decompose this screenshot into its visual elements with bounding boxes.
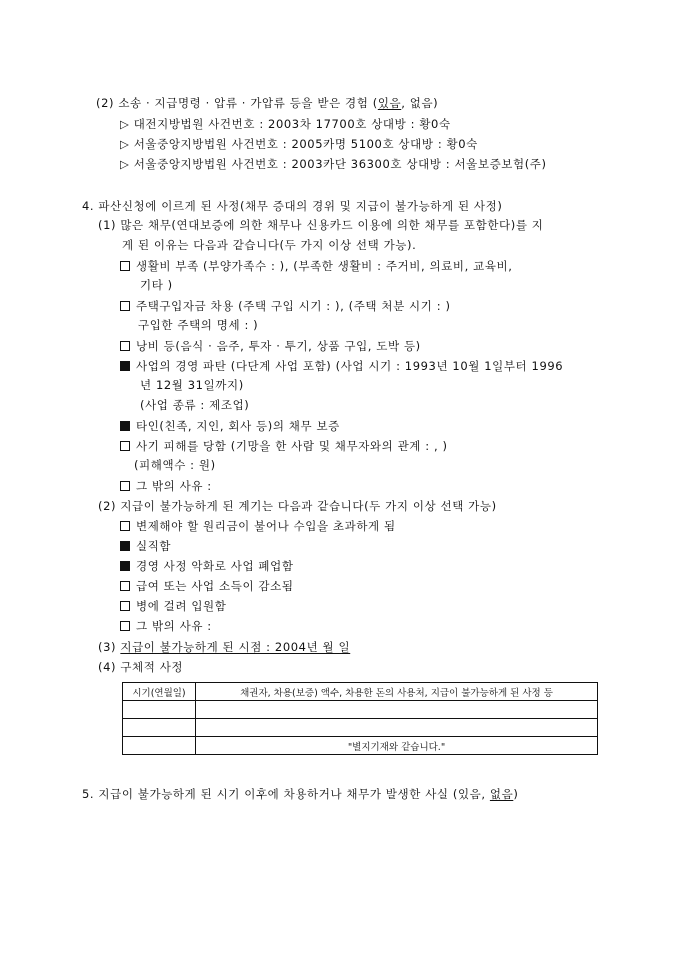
option-other-reason [120, 479, 212, 494]
option-waste [120, 339, 421, 354]
checkbox-unchecked-icon[interactable] [120, 521, 130, 531]
case-line-1 [120, 117, 451, 132]
checkbox-unchecked-icon[interactable] [120, 601, 130, 611]
checkbox-checked-icon[interactable] [120, 561, 130, 571]
option-income-drop [120, 579, 294, 594]
table-row [123, 737, 598, 755]
option-housing-loan [120, 299, 451, 314]
option-text: 낭비 등(음식 · 음주, 투자 · 투기, 상품 구입, 도박 등) [136, 339, 421, 353]
section5-selected-answer: 없음 [489, 787, 514, 801]
option-business-failure [120, 359, 563, 374]
option-interest-exceeds [120, 519, 396, 534]
litigation-heading-rest: , 없음) [401, 96, 439, 110]
checkbox-checked-icon[interactable] [120, 421, 130, 431]
option-text: 변제해야 할 원리금이 불어나 수입을 초과하게 됨 [136, 519, 396, 533]
q3-line [98, 640, 350, 655]
q2-heading: (2) 지급이 불가능하게 된 계기는 다음과 같습니다(두 가지 이상 선택 가능) [98, 499, 497, 513]
table-cell[interactable] [123, 719, 196, 737]
section5-heading [82, 787, 518, 802]
table-header-date: 시기(연월일) [123, 683, 196, 701]
section5-text: 5. 지급이 불가능하게 된 시기 이후에 차용하거나 채무가 발생한 사실 (있음, [82, 787, 490, 801]
q1-line2: 게 된 이유는 다음과 같습니다(두 가지 이상 선택 가능). [122, 238, 417, 252]
table-cell[interactable] [123, 737, 196, 755]
table-cell[interactable] [196, 719, 598, 737]
checkbox-unchecked-icon[interactable] [120, 581, 130, 591]
option-business-closure [120, 559, 294, 574]
option-text: 주택구입자금 차용 (주택 구입 시기 : ), (주택 처분 시기 : ) [136, 299, 451, 313]
case-line-3 [120, 157, 547, 172]
q1-line1: (1) 많은 채무(연대보증에 의한 채무나 신용카드 이용에 의한 채무를 포함한다)를 지 [98, 218, 544, 232]
case-line-2 [120, 137, 478, 152]
option-illness [120, 599, 226, 614]
litigation-selected-answer: 있음 [377, 96, 402, 110]
case-text: 서울중앙지방법원 사건번호 : 2005카명 5100호 상대방 : 황0숙 [133, 137, 478, 151]
litigation-heading [96, 96, 438, 111]
case-text: 서울중앙지방법원 사건번호 : 2003카단 36300호 상대방 : 서울보증보험(주) [133, 157, 547, 171]
q4-heading: (4) 구체적 사정 [98, 660, 184, 674]
option-guarantee [120, 419, 340, 434]
q3-date-text: 지급이 불가능하게 된 시점 : 2004년 월 일 [120, 640, 351, 654]
section4-heading: 4. 파산신청에 이르게 된 사정(채무 증대의 경위 및 지급이 불가능하게 된 사정) [82, 199, 503, 213]
checkbox-unchecked-icon[interactable] [120, 441, 130, 451]
option-text: 병에 걸려 입원함 [136, 599, 227, 613]
checkbox-unchecked-icon[interactable] [120, 481, 130, 491]
option-text: 생활비 부족 (부양가족수 : ), (부족한 생활비 : 주거비, 의료비, 교육비, [136, 259, 513, 273]
table-note: "별지기재와 같습니다." [196, 737, 598, 755]
option-unemployment [120, 539, 171, 554]
option-text: 사기 피해를 당함 (기망을 한 사람 및 채무자와의 관계 : , ) [136, 439, 448, 453]
table-row [123, 719, 598, 737]
checkbox-checked-icon[interactable] [120, 541, 130, 551]
option-fraud [120, 439, 448, 454]
triangle-marker-icon: ▷ [120, 157, 130, 171]
table-cell[interactable] [196, 701, 598, 719]
option-text: 실직함 [136, 539, 172, 553]
option-text: 그 밖의 사유 : [136, 479, 212, 493]
triangle-marker-icon: ▷ [120, 117, 130, 131]
option-text: 급여 또는 사업 소득이 감소됨 [136, 579, 294, 593]
details-table [122, 682, 598, 755]
section5-rest: ) [513, 787, 519, 801]
checkbox-unchecked-icon[interactable] [120, 261, 130, 271]
option-business-type: (사업 종류 : 제조업) [140, 398, 250, 412]
option-text: 타인(친족, 지인, 회사 등)의 채무 보증 [136, 419, 340, 433]
table-header-details: 채권자, 차용(보증) 액수, 차용한 돈의 사용처, 지급이 불가능하게 된 사정 등 [196, 683, 598, 701]
case-text: 대전지방법원 사건번호 : 2003차 17700호 상대방 : 황0숙 [133, 117, 451, 131]
option-text: 경영 사정 악화로 사업 폐업함 [136, 559, 294, 573]
option-text: 그 밖의 사유 : [136, 619, 212, 633]
option-text: 사업의 경영 파탄 (다단계 사업 포함) (사업 시기 : 1993년 10월 1일부터 1996 [136, 359, 564, 373]
table-cell[interactable] [123, 701, 196, 719]
table-header-row [123, 683, 598, 701]
triangle-marker-icon: ▷ [120, 137, 130, 151]
checkbox-checked-icon[interactable] [120, 361, 130, 371]
option-housing-loan-line2: 구입한 주택의 명세 : ) [138, 318, 259, 332]
litigation-heading-text: (2) 소송 · 지급명령 · 압류 · 가압류 등을 받은 경험 ( [96, 96, 378, 110]
option-living-costs-line2: 기타 ) [140, 278, 173, 292]
option-business-failure-line2: 년 12월 31일까지) [140, 378, 244, 392]
checkbox-unchecked-icon[interactable] [120, 341, 130, 351]
table-row [123, 701, 598, 719]
option-living-costs [120, 259, 513, 274]
checkbox-unchecked-icon[interactable] [120, 621, 130, 631]
q3-label: (3) [98, 640, 121, 654]
option-q2-other [120, 619, 212, 634]
option-fraud-line2: (피해액수 : 원) [134, 458, 216, 472]
checkbox-unchecked-icon[interactable] [120, 301, 130, 311]
